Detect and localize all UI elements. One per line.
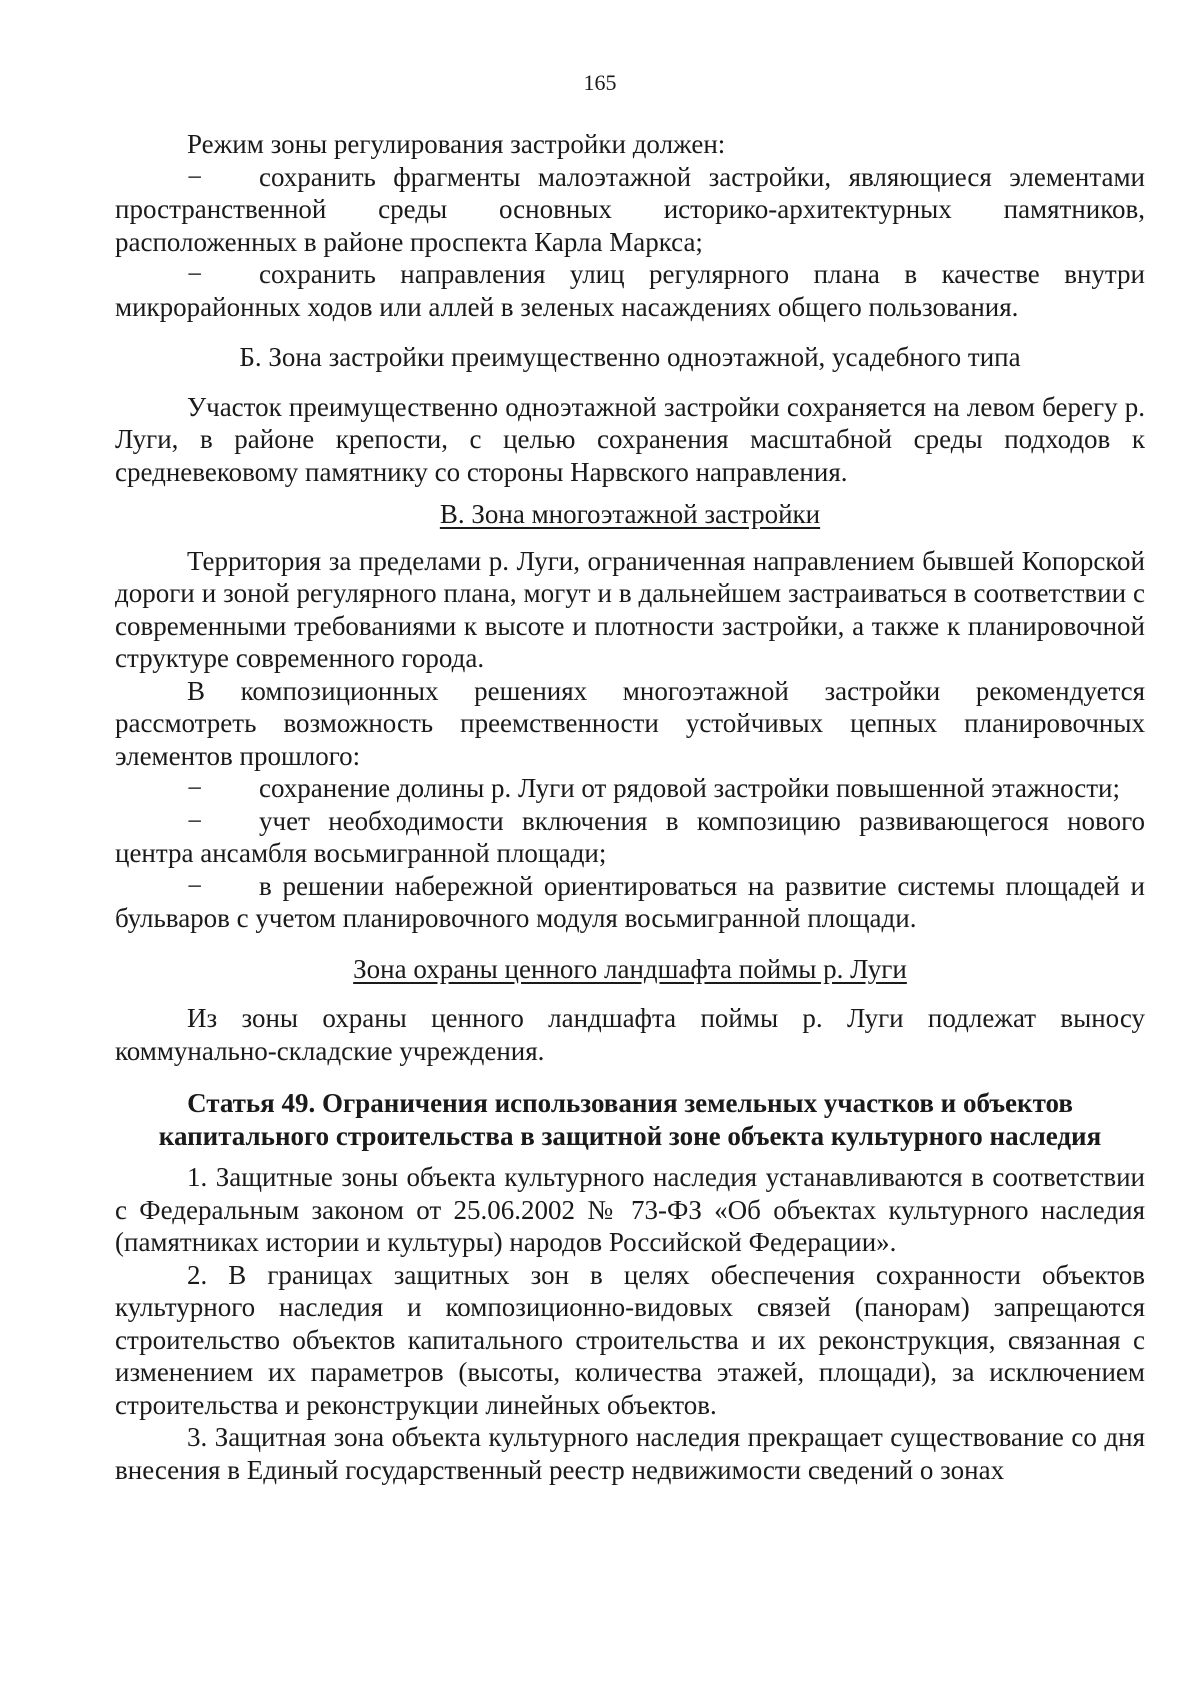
- list-item-preserve-fragments: [115, 161, 1145, 259]
- list-item-valley: [115, 772, 1145, 805]
- article-title-line-1: Статья 49. Ограничения использования земельных участков и объектов: [187, 1088, 1073, 1118]
- paragraph-clause-1: 1. Защитные зоны объекта культурного наследия устанавливаются в соответствии с Федеральным законом от 25.06.2002 № 73-ФЗ «Об объектах культурного наследия (памятниках истории и культуры) народов Российской Федерации».: [115, 1162, 1145, 1257]
- list-item-text: сохранение долины р. Луги от рядовой застройки повышенной этажности;: [259, 773, 1120, 803]
- section-heading-b: Б. Зона застройки преимущественно одноэтажной, усадебного типа: [239, 342, 1021, 372]
- paragraph-clause-3: 3. Защитная зона объекта культурного наследия прекращает существование со дня внесения в Единый государственный реестр недвижимости сведений о зонах: [115, 1422, 1145, 1485]
- dash-marker: −: [187, 773, 203, 803]
- page-number: 165: [583, 70, 617, 95]
- list-item-text: учет необходимости включения в композицию развивающегося нового центра ансамбля восьмигранной площади;: [115, 805, 1145, 868]
- dash-marker: −: [187, 870, 203, 901]
- list-item-new-center: [115, 805, 1145, 870]
- dash-marker: −: [187, 259, 203, 289]
- dash-marker: −: [187, 805, 203, 836]
- paragraph-landscape: Из зоны охраны ценного ландшафта поймы р. Луги подлежат выносу коммунально-складские учреждения.: [115, 1003, 1145, 1066]
- article-title-line-2: капитального строительства в защитной зоне объекта культурного наследия: [158, 1120, 1102, 1151]
- list-item-preserve-streets: [115, 258, 1145, 323]
- list-item-text: сохранить направления улиц регулярного плана в качестве внутри микрорайонных ходов или аллей в зеленых насаждениях общего пользования.: [115, 259, 1145, 322]
- dash-marker: −: [187, 161, 203, 192]
- paragraph-regime-intro: Режим зоны регулирования застройки должен:: [187, 129, 726, 159]
- paragraph-low-rise-area: Участок преимущественно одноэтажной застройки сохраняется на левом берегу р. Луги, в районе крепости, с целью сохранения масштабной среды подходов к средневековому памятнику со стороны Нарвского направления.: [115, 391, 1145, 487]
- list-item-text: сохранить фрагменты малоэтажной застройки, являющиеся элементами пространственной среды основных историко-архитектурных памятников, расположенных в районе проспекта Карла Маркса;: [115, 161, 1145, 257]
- paragraph-clause-2: 2. В границах защитных зон в целях обеспечения сохранности объектов культурного наследия и композиционно-видовых связей (панорам) запрещаются строительство объектов капитального строительства и их реконструкция, связанная с изменением их параметров (высоты, количества этажей, площади), за исключением строительства и реконструкции линейных объектов.: [115, 1259, 1145, 1420]
- section-heading-landscape: Зона охраны ценного ландшафта поймы р. Луги: [353, 953, 907, 984]
- document-body: [115, 128, 1145, 1486]
- section-heading-v: В. Зона многоэтажной застройки: [439, 499, 821, 529]
- list-item-embankment: [115, 870, 1145, 935]
- article-title: [115, 1087, 1145, 1152]
- paragraph-territory: Территория за пределами р. Луги, ограниченная направлением бывшей Копорской дороги и зоной регулярного плана, могут и в дальнейшем застраиваться в соответствии с современными требованиями к высоте и плотности застройки, а также к планировочной структуре современного города.: [115, 545, 1145, 673]
- paragraph-compositional: В композиционных решениях многоэтажной застройки рекомендуется рассмотреть возможность преемственности устойчивых цепных планировочных элементов прошлого:: [115, 675, 1145, 771]
- list-item-text: в решении набережной ориентироваться на развитие системы площадей и бульваров с учетом планировочного модуля восьмигранной площади.: [115, 870, 1145, 933]
